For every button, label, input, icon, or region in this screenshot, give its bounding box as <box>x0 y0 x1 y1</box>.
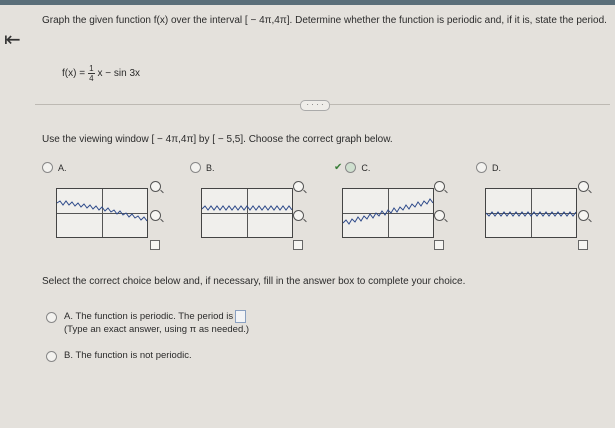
option-a-radio[interactable] <box>42 162 53 173</box>
graph-a[interactable] <box>56 188 148 238</box>
answer-b-text: B. The function is not periodic. <box>64 350 192 361</box>
fraction-numerator: 1 <box>89 64 94 73</box>
graph-b-zoom-in-icon[interactable] <box>293 181 304 192</box>
option-b[interactable] <box>190 162 215 173</box>
answer-b[interactable] <box>46 349 192 362</box>
arrow-left-icon[interactable]: ⇤ <box>4 29 21 51</box>
select-instructions: Select the correct choice below and, if necessary, fill in the answer box to complete your choice. <box>42 276 466 287</box>
option-d[interactable] <box>476 162 501 173</box>
instructions-prefix: Use the viewing window <box>42 134 152 145</box>
question-prefix: Graph the given function f(x) over the interval <box>42 15 245 26</box>
option-c-radio[interactable] <box>345 162 356 173</box>
instructions-text <box>42 134 393 145</box>
graph-c-zoom-in-icon[interactable] <box>434 181 445 192</box>
question-text <box>42 14 607 28</box>
checkmark-icon: ✔ <box>334 162 343 173</box>
answer-a-hint: (Type an exact answer, using π as needed.) <box>64 324 250 336</box>
graph-d-zoom-out-icon[interactable] <box>578 210 589 221</box>
graph-a-curve <box>57 189 147 237</box>
expand-more-button[interactable]: · · · · <box>300 100 330 111</box>
fraction-denominator: 4 <box>89 74 94 83</box>
graph-b[interactable] <box>201 188 293 238</box>
graph-b-zoom-out-icon[interactable] <box>293 210 304 221</box>
top-bar <box>0 0 615 5</box>
graph-d-zoom-in-icon[interactable] <box>578 181 589 192</box>
graph-d-expand-icon[interactable] <box>578 240 588 250</box>
answer-a[interactable] <box>46 310 249 336</box>
graph-c-curve <box>343 189 433 237</box>
option-a-label: A. <box>58 162 67 173</box>
option-c[interactable] <box>334 162 370 173</box>
graph-c-expand-icon[interactable] <box>434 240 444 250</box>
option-b-label: B. <box>206 162 215 173</box>
graph-a-zoom-in-icon[interactable] <box>150 181 161 192</box>
option-b-radio[interactable] <box>190 162 201 173</box>
graph-d-curve <box>486 189 576 237</box>
graph-a-zoom-out-icon[interactable] <box>150 210 161 221</box>
option-d-label: D. <box>492 162 501 173</box>
graph-d[interactable] <box>485 188 577 238</box>
option-c-label: C. <box>361 162 371 173</box>
answer-b-radio[interactable] <box>46 351 57 362</box>
answer-a-text: A. The function is periodic. The period is <box>64 311 234 323</box>
graph-b-curve <box>202 189 292 237</box>
graph-b-expand-icon[interactable] <box>293 240 303 250</box>
graph-c-zoom-out-icon[interactable] <box>434 210 445 221</box>
instructions-suffix: . Choose the correct graph below. <box>243 134 393 145</box>
question-interval: [ − 4π,4π] <box>244 15 290 26</box>
graph-c[interactable] <box>342 188 434 238</box>
formula-rhs: x − sin 3x <box>97 68 141 79</box>
function-formula <box>62 64 140 83</box>
viewing-window: [ − 4π,4π] by [ − 5,5] <box>151 134 244 145</box>
period-answer-box[interactable] <box>235 310 246 323</box>
question-suffix: . Determine whether the function is periodic and, if it is, state the period. <box>289 15 607 26</box>
option-d-radio[interactable] <box>476 162 487 173</box>
option-a[interactable] <box>42 162 67 173</box>
answer-a-radio[interactable] <box>46 312 57 323</box>
graph-a-expand-icon[interactable] <box>150 240 160 250</box>
formula-lhs: f(x) = <box>62 68 86 79</box>
formula-fraction <box>88 64 94 83</box>
